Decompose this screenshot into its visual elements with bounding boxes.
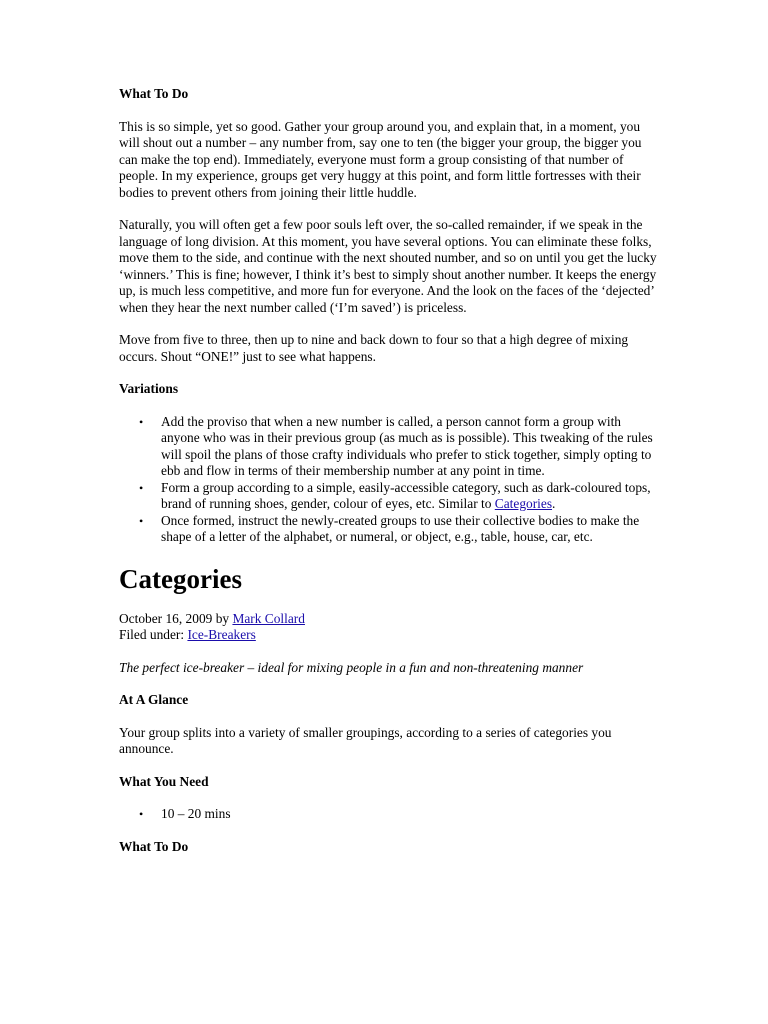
list-item: • 10 – 20 mins xyxy=(139,806,231,821)
paragraph: This is so simple, yet so good. Gather your group around you, and explain that, in a moment, you will shout out a number – any number from, say one to ten (the bigger your group, the bigger you can make the top end). Immediately, everyone must form a group consisting of that number of people. In my experience, groups get very huggy at this point, and form little fortresses with their bodies to prevent others from joining their little huddle. xyxy=(119,118,642,200)
section-heading-variations: Variations xyxy=(119,381,179,396)
bullet-icon: • xyxy=(139,480,144,495)
list-item: • Form a group according to a simple, easily-accessible category, such as dark-coloured tops, brand of running shoes, gender, colour of eyes, etc. Similar to Categories. xyxy=(139,479,651,511)
variations-list xyxy=(119,414,659,546)
article-title: Categories xyxy=(119,563,242,594)
paragraph: Naturally, you will often get a few poor souls left over, the so-called remainder, if we speak in the language of long division. At this moment, you have several options. You can eliminate these folks, move them to the side, and continue with the next shouted number, and so on until you get the lucky ‘winners.’ This is fine; however, I think it’s best to simply shout another number. It keeps the energy up, is much less competitive, and more fun for everyone. And the look on the faces of the ‘dejected’ when they hear the next number called (‘I’m saved’) is priceless. xyxy=(119,217,657,315)
bullet-icon: • xyxy=(139,414,144,429)
needs-list xyxy=(119,806,659,823)
document-page xyxy=(119,86,659,855)
author-link[interactable]: Mark Collard xyxy=(232,610,305,626)
bullet-icon: • xyxy=(139,513,144,528)
paragraph: Your group splits into a variety of smaller groupings, according to a series of categories you announce. xyxy=(119,724,612,756)
category-link[interactable]: Ice-Breakers xyxy=(187,627,256,642)
list-item: • Add the proviso that when a new number is called, a person cannot form a group with anyone who was in their previous group (as much as is possible). This tweaking of the rules will spoil the plans of those crafty individuals who prefer to stick together, simply opting to ebb and flow in terms of their membership number at any point in time. xyxy=(139,413,653,478)
list-item: • Once formed, instruct the newly-created groups to use their collective bodies to make the shape of a letter of the alphabet, or numeral, or object, e.g., table, house, car, etc. xyxy=(139,512,640,544)
section-heading-what-you-need: What You Need xyxy=(119,773,209,789)
section-heading-what-to-do: What To Do xyxy=(119,86,189,101)
section-heading-what-to-do: What To Do xyxy=(119,838,189,854)
paragraph: Move from five to three, then up to nine and back down to four so that a high degree of mixing occurs. Shout “ONE!” just to see what happens. xyxy=(119,332,629,364)
section-heading-at-a-glance: At A Glance xyxy=(119,692,189,707)
article-meta: October 16, 2009 by Mark Collard Filed under: Ice-Breakers xyxy=(119,610,305,642)
article-tagline: The perfect ice-breaker – ideal for mixing people in a fun and non-threatening manner xyxy=(119,659,584,675)
categories-link[interactable]: Categories xyxy=(494,496,553,511)
bullet-icon: • xyxy=(139,807,144,821)
